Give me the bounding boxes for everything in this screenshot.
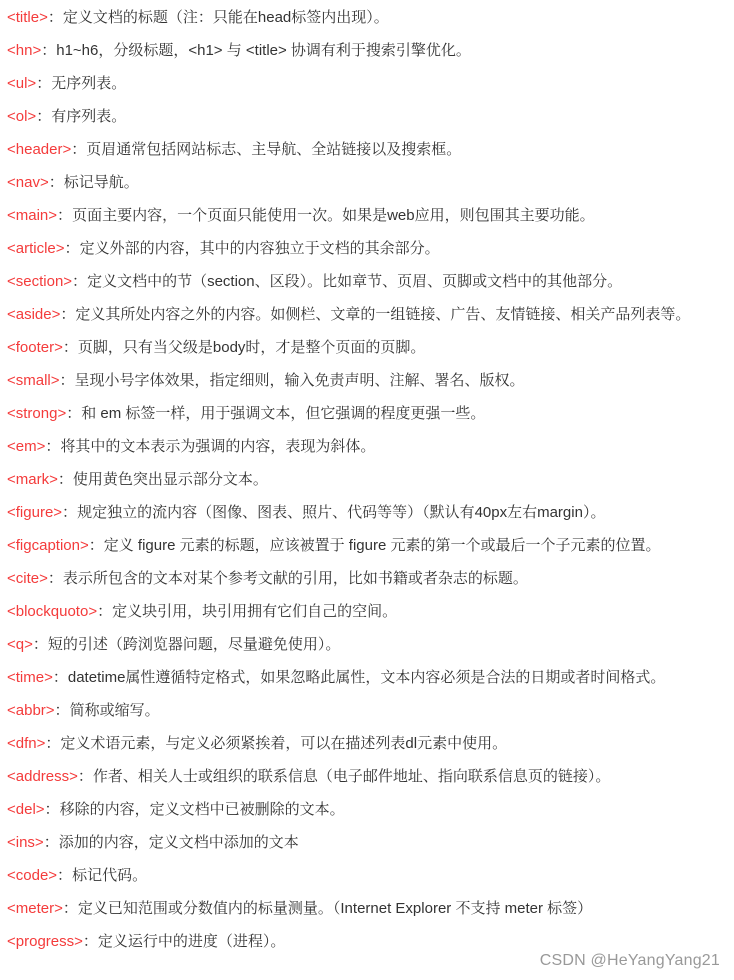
- tag-description: 呈现小号字体效果，指定细则，输入免责声明、注解、署名、版权。: [74, 372, 525, 389]
- tag-description: datetime属性遵循特定格式，如果忽略此属性，文本内容必须是合法的日期或者时间格式。: [67, 669, 666, 686]
- separator: ：: [72, 273, 88, 290]
- separator: ：: [36, 75, 52, 92]
- list-item-q: [7, 633, 734, 666]
- separator: ：: [60, 306, 76, 323]
- separator: ：: [57, 471, 73, 488]
- list-item-strong: [7, 402, 734, 435]
- separator: ：: [57, 207, 73, 224]
- list-item-time: [7, 666, 734, 699]
- tag-description: 定义文档的标题（注：只能在head标签内出现）。: [62, 9, 389, 26]
- separator: ：: [36, 108, 52, 125]
- separator: ：: [71, 141, 87, 158]
- separator: ：: [43, 834, 59, 851]
- list-item-ins: [7, 831, 734, 864]
- list-item-blockquote: [7, 600, 734, 633]
- tag-name: <main>: [7, 207, 58, 224]
- separator: ：: [45, 735, 61, 752]
- tag-name: <progress>: [7, 933, 83, 950]
- tag-name: <hn>: [7, 42, 42, 59]
- tag-description: 定义已知范围或分数值内的标量测量。（Internet Explorer 不支持 meter 标签）: [77, 900, 593, 917]
- list-item-code: [7, 864, 734, 897]
- separator: ：: [64, 240, 80, 257]
- tag-name: <dfn>: [7, 735, 46, 752]
- list-item-small: [7, 369, 734, 402]
- tag-name: <blockquoto>: [7, 603, 98, 620]
- tag-name: <cite>: [7, 570, 48, 587]
- tag-description: 短的引述（跨浏览器问题，尽量避免使用）。: [47, 636, 341, 653]
- separator: ：: [47, 570, 63, 587]
- tag-name: <article>: [7, 240, 65, 257]
- separator: ：: [54, 702, 70, 719]
- tag-name: <header>: [7, 141, 72, 158]
- tag-name: <address>: [7, 768, 78, 785]
- tag-name: <ul>: [7, 75, 37, 92]
- tag-name: <ins>: [7, 834, 44, 851]
- list-item-meter: [7, 897, 734, 930]
- tag-description: 作者、相关人士或组织的联系信息（电子邮件地址、指向联系信息页的链接）。: [92, 768, 611, 785]
- list-item-cite: [7, 567, 734, 600]
- separator: ：: [45, 438, 61, 455]
- list-item-del: [7, 798, 734, 831]
- list-item-ol: [7, 105, 734, 138]
- separator: ：: [57, 867, 73, 884]
- tag-name: <figure>: [7, 504, 63, 521]
- list-item-footer: [7, 336, 734, 369]
- tag-name: <section>: [7, 273, 73, 290]
- tag-name: <nav>: [7, 174, 49, 191]
- tag-name: <code>: [7, 867, 58, 884]
- tag-description: 标记导航。: [63, 174, 139, 191]
- html-tag-list: [7, 6, 734, 963]
- list-item-figure: [7, 501, 734, 534]
- separator: ：: [62, 339, 78, 356]
- list-item-section: [7, 270, 734, 303]
- list-item-em: [7, 435, 734, 468]
- tag-name: <abbr>: [7, 702, 55, 719]
- tag-name: <title>: [7, 9, 48, 26]
- separator: ：: [44, 801, 60, 818]
- list-item-aside: [7, 303, 734, 336]
- tag-description: 无序列表。: [51, 75, 127, 92]
- separator: ：: [52, 669, 68, 686]
- list-item-nav: [7, 171, 734, 204]
- tag-name: <del>: [7, 801, 45, 818]
- tag-description: 添加的内容，定义文档中添加的文本: [58, 834, 299, 851]
- tag-description: 定义运行中的进度（进程）。: [97, 933, 286, 950]
- tag-description: 页脚，只有当父级是body时，才是整个页面的页脚。: [77, 339, 426, 356]
- list-item-header: [7, 138, 734, 171]
- tag-name: <q>: [7, 636, 33, 653]
- list-item-figcaption: [7, 534, 734, 567]
- tag-name: <mark>: [7, 471, 58, 488]
- tag-description: 页面主要内容，一个页面只能使用一次。如果是web应用，则包围其主要功能。: [72, 207, 595, 224]
- tag-description: 和 em 标签一样，用于强调文本，但它强调的程度更强一些。: [81, 405, 486, 422]
- tag-name: <time>: [7, 669, 53, 686]
- list-item-article: [7, 237, 734, 270]
- tag-description: 有序列表。: [51, 108, 127, 125]
- tag-description: 规定独立的流内容（图像、图表、照片、代码等等）（默认有40px左右margin）。: [77, 504, 606, 521]
- separator: ：: [62, 900, 78, 917]
- tag-description: h1~h6，分级标题，<h1> 与 <title> 协调有利于搜索引擎优化。: [56, 42, 471, 59]
- tag-name: <em>: [7, 438, 46, 455]
- tag-description: 页眉通常包括网站标志、主导航、全站链接以及搜索框。: [86, 141, 462, 158]
- separator: ：: [97, 603, 113, 620]
- list-item-dfn: [7, 732, 734, 765]
- tag-name: <strong>: [7, 405, 67, 422]
- list-item-hn: [7, 39, 734, 72]
- tag-description: 标记代码。: [72, 867, 148, 884]
- tag-description: 将其中的文本表示为强调的内容，表现为斜体。: [60, 438, 376, 455]
- tag-description: 定义术语元素，与定义必须紧挨着，可以在描述列表dl元素中使用。: [60, 735, 508, 752]
- tag-name: <ol>: [7, 108, 37, 125]
- tag-name: <aside>: [7, 306, 61, 323]
- separator: ：: [66, 405, 82, 422]
- tag-description: 定义外部的内容，其中的内容独立于文档的其余部分。: [79, 240, 440, 257]
- separator: ：: [62, 504, 78, 521]
- tag-description: 定义其所处内容之外的内容。如侧栏、文章的一组链接、广告、友情链接、相关产品列表等。: [75, 306, 691, 323]
- separator: ：: [59, 372, 75, 389]
- tag-description: 定义 figure 元素的标题，应该被置于 figure 元素的第一个或最后一个子元素的位置。: [103, 537, 661, 554]
- tag-description: 定义块引用，块引用拥有它们自己的空间。: [112, 603, 398, 620]
- tag-description: 使用黄色突出显示部分文本。: [72, 471, 268, 488]
- tag-description: 定义文档中的节（section、区段）。比如章节、页眉、页脚或文档中的其他部分。: [87, 273, 623, 290]
- tag-name: <figcaption>: [7, 537, 89, 554]
- tag-description: 简称或缩写。: [69, 702, 160, 719]
- list-item-abbr: [7, 699, 734, 732]
- separator: ：: [32, 636, 48, 653]
- tag-description: 移除的内容，定义文档中已被删除的文本。: [59, 801, 345, 818]
- list-item-mark: [7, 468, 734, 501]
- tag-name: <small>: [7, 372, 60, 389]
- separator: ：: [41, 42, 57, 59]
- list-item-main: [7, 204, 734, 237]
- separator: ：: [82, 933, 98, 950]
- separator: ：: [88, 537, 104, 554]
- separator: ：: [47, 9, 63, 26]
- csdn-watermark: CSDN @HeYangYang21: [539, 952, 720, 969]
- list-item-address: [7, 765, 734, 798]
- separator: ：: [48, 174, 64, 191]
- tag-description: 表示所包含的文本对某个参考文献的引用，比如书籍或者杂志的标题。: [62, 570, 528, 587]
- separator: ：: [77, 768, 93, 785]
- tag-name: <footer>: [7, 339, 63, 356]
- list-item-ul: [7, 72, 734, 105]
- list-item-title: [7, 6, 734, 39]
- tag-name: <meter>: [7, 900, 63, 917]
